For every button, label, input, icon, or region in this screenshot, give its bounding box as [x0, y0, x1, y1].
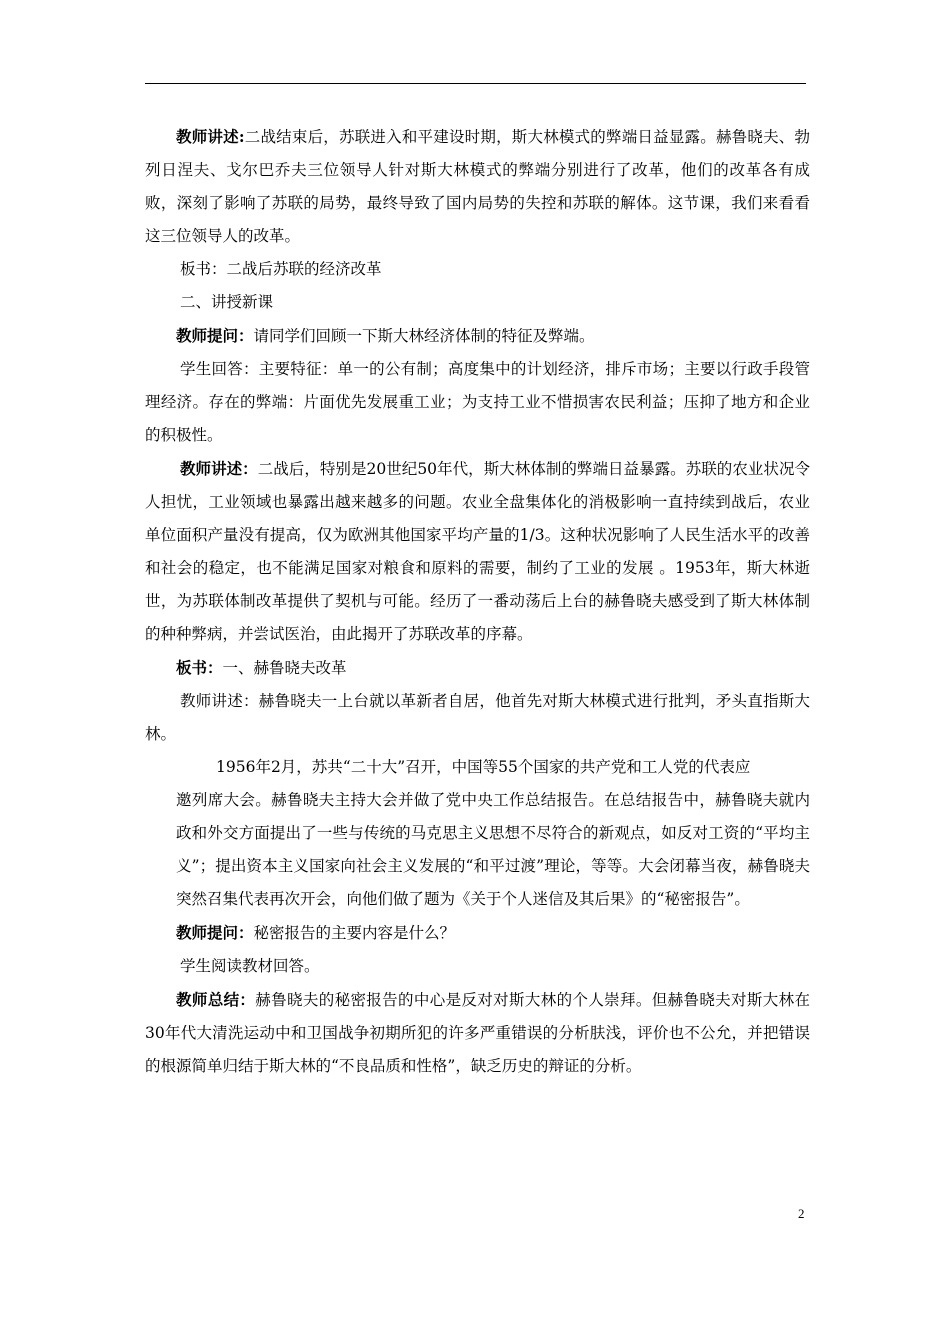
paragraph-student-reading: 学生阅读教材回答。: [180, 957, 320, 975]
page-number: 2: [798, 1206, 805, 1221]
board-note-khrushchev: 板书：一、赫鲁晓夫改革: [176, 658, 347, 677]
paragraph-teacher-narration-3: 教师讲述：赫鲁晓夫一上台就以革新者自居，他首先对斯大林模式进行批判，矛头直指斯大林。: [145, 692, 810, 743]
section-heading-new-lesson: 二、讲授新课: [180, 293, 274, 311]
label-teacher-narration-2: 教师讲述：: [180, 459, 258, 478]
header-rule: [145, 83, 806, 84]
label-teacher-question-2: 教师提问：: [176, 923, 254, 942]
board-note-title: 板书：二战后苏联的经济改革: [180, 260, 382, 278]
paragraph-teacher-question-1: 教师提问：请同学们回顾一下斯大林经济体制的特征及弊端。: [176, 326, 595, 345]
label-teacher-question: 教师提问：: [176, 326, 254, 345]
document-body: [145, 120, 810, 1083]
label-teacher-narration: 教师讲述:: [176, 127, 245, 146]
paragraph-teacher-narration-2: 教师讲述：二战后，特别是20世纪50年代，斯大林体制的弊端日益暴露。苏联的农业状况令人担忧，工业领域也暴露出越来越多的问题。农业全盘集体化的消极影响一直持续到战后，农业单位面积产量没有提高，仅为欧洲其他国家平均产量的1/3。这种状况影响了人民生活水平的改善和社会的稳定，也不能满足国家对粮食和原料的需要，制约了工业的发展 。1953年，斯大林逝世，为苏联体制改革提供了契机与可能。经历了一番动荡后上台的赫鲁晓夫感受到了斯大林体制的种种弊病，并尝试医治，由此揭开了苏联改革的序幕。: [145, 459, 810, 643]
label-board: 板书：: [176, 658, 223, 677]
quote-body: 邀列席大会。赫鲁晓夫主持大会并做了党中央工作总结报告。在总结报告中，赫鲁晓夫就内政和外交方面提出了一些与传统的马克思主义思想不尽符合的新观点，如反对工资的“平均主义”；提出资本主义国家向社会主义发展的“和平过渡”理论，等等。大会闭幕当夜，赫鲁晓夫突然召集代表再次开会，向他们做了题为《关于个人迷信及其后果》的“秘密报告”。: [176, 791, 810, 908]
paragraph-teacher-summary: 教师总结：赫鲁晓夫的秘密报告的中心是反对对斯大林的个人崇拜。但赫鲁晓夫对斯大林在30年代大清洗运动中和卫国战争初期所犯的许多严重错误的分析肤浅，评价也不公允，并把错误的根源简单归结于斯大林的“不良品质和性格”，缺乏历史的辩证的分析。: [145, 990, 810, 1075]
quote-line-1: 1956年2月，苏共“二十大”召开，中国等55个国家的共产党和工人党的代表应: [216, 758, 751, 776]
paragraph-intro: 教师讲述:二战结束后，苏联进入和平建设时期，斯大林模式的弊端日益显露。赫鲁晓夫、勃列日涅夫、戈尔巴乔夫三位领导人针对斯大林模式的弊端分别进行了改革，他们的改革各有成败，深刻了影响了苏联的局势，最终导致了国内局势的失控和苏联的解体。这节课，我们来看看这三位领导人的改革。: [145, 127, 810, 245]
paragraph-student-answer: 学生回答：主要特征：单一的公有制；高度集中的计划经济，排斥市场；主要以行政手段管理经济。存在的弊端：片面优先发展重工业；为支持工业不惜损害农民利益；压抑了地方和企业的积极性。: [145, 360, 810, 444]
label-teacher-summary: 教师总结：: [176, 990, 256, 1009]
paragraph-teacher-question-2: 教师提问：秘密报告的主要内容是什么？: [176, 923, 456, 942]
quote-block-twentieth-congress: [145, 751, 810, 916]
